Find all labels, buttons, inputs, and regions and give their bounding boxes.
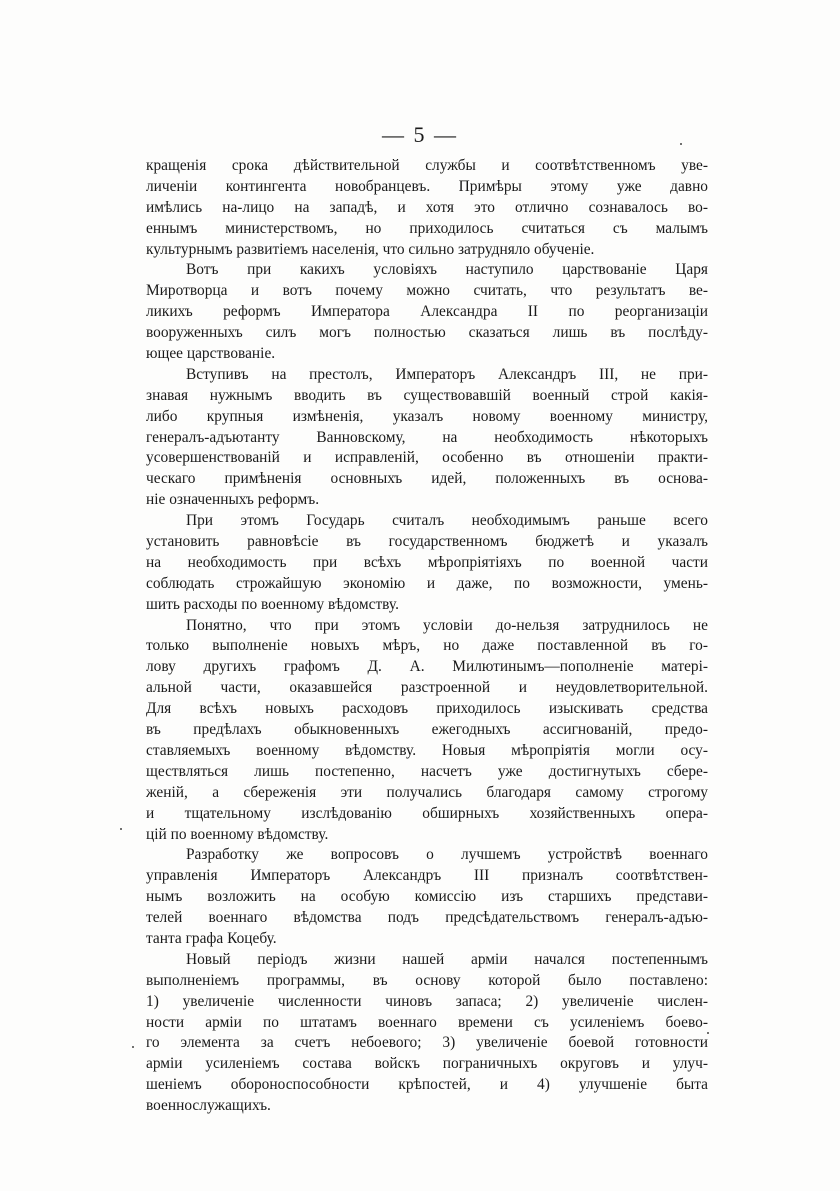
text-line: только выполненіе новыхъ мѣръ, но даже поставленной въ го- xyxy=(146,637,708,655)
text-line: Разработку же вопросовъ о лучшемъ устройствѣ военнаго xyxy=(186,846,708,864)
text-line: альной части, оказавшейся разстроенной и неудовлетворительной. xyxy=(146,679,708,697)
text-line: ческаго примѣненія основныхъ идей, положенныхъ въ основа- xyxy=(146,470,708,488)
paragraph xyxy=(146,156,708,260)
text-line: и тщательному изслѣдованію обширныхъ хозяйственныхъ опера- xyxy=(146,804,708,822)
text-line: ности арміи по штатамъ военнаго времени съ усиленіемъ боево- xyxy=(146,1013,708,1031)
scan-speck xyxy=(120,828,122,830)
page-number: — 5 — xyxy=(382,122,458,147)
text-line: цій по военному вѣдомству. xyxy=(146,825,329,843)
text-line: вооруженныхъ силъ могъ полностью сказаться лишь въ послѣду- xyxy=(146,324,708,342)
text-line: личеніи контингента новобранцевъ. Примѣры этому уже давно xyxy=(146,177,708,195)
text-line: ющее царствованіе. xyxy=(146,345,276,363)
text-line: еннымъ министерствомъ, но приходилось считаться съ малымъ xyxy=(146,219,708,237)
text-line: культурнымъ развитіемъ населенія, что сильно затрудняло обученіе. xyxy=(146,240,595,258)
text-line: 1) увеличеніе численности чиновъ запаса; 2) увеличеніе числен- xyxy=(146,992,708,1010)
scan-speck xyxy=(680,143,682,145)
text-line: управленія Императоръ Александръ III призналъ соотвѣтствен- xyxy=(146,867,708,885)
text-line: танта графа Коцебу. xyxy=(146,929,277,947)
scan-speck xyxy=(132,1046,134,1048)
text-line: нымъ возложить на особую комиссію изъ старшихъ представи- xyxy=(146,888,708,906)
text-line: шеніемъ обороноспособности крѣпостей, и 4) улучшеніе быта xyxy=(146,1076,708,1094)
text-line: выполненіемъ программы, въ основу которой было поставлено: xyxy=(146,971,708,989)
text-line: Миротворца и вотъ почему можно считать, что результатъ ве- xyxy=(146,282,708,300)
paragraph xyxy=(146,365,708,511)
text-line: ніе означенныхъ реформъ. xyxy=(146,491,320,509)
text-line: Понятно, что при этомъ условіи до-нельзя затруднилось не xyxy=(186,616,708,634)
text-line: кращенія срока дѣйствительной службы и соотвѣтственномъ уве- xyxy=(146,157,708,174)
text-line: имѣлись на-лицо на западѣ, и хотя это отлично сознавалось во- xyxy=(146,198,708,216)
text-line: ставляемыхъ военному вѣдомству. Новыя мѣропріятія могли осу- xyxy=(146,741,708,759)
text-line: въ предѣлахъ обыкновенныхъ ежегодныхъ ассигнованій, предо- xyxy=(146,721,708,739)
text-line: Для всѣхъ новыхъ расходовъ приходилось изыскивать средства xyxy=(146,700,708,718)
text-line: на необходимость при всѣхъ мѣропріятіяхъ по военной части xyxy=(146,553,708,571)
text-line: усовершенствованій и исправленій, особенно въ отношеніи практи- xyxy=(146,449,708,467)
paragraph xyxy=(146,260,708,364)
paragraph xyxy=(146,950,708,1117)
text-line: Вступивъ на престолъ, Императоръ Александръ III, не при- xyxy=(186,365,708,383)
text-line: шить расходы по военному вѣдомству. xyxy=(146,595,399,613)
text-line: военнослужащихъ. xyxy=(146,1097,271,1115)
text-line: ществляться лишь постепенно, насчетъ уже достигнутыхъ сбере- xyxy=(146,762,708,780)
text-line: телей военнаго вѣдомства подъ предсѣдательствомъ генералъ-адъю- xyxy=(146,909,708,927)
text-line: го элемента за счетъ небоевого; 3) увеличеніе боевой готовности xyxy=(146,1034,708,1052)
text-line: ликихъ реформъ Императора Александра II по реорганизаціи xyxy=(146,303,708,321)
text-line: При этомъ Государь считалъ необходимымъ раньше всего xyxy=(186,512,708,530)
text-line: либо крупныя измѣненія, указалъ новому военному министру, xyxy=(146,407,708,425)
text-line: генералъ-адъютанту Ванновскому, на необходимость нѣкоторыхъ xyxy=(146,428,708,446)
text-line: арміи усиленіемъ состава войскъ пограничныхъ округовъ и улуч- xyxy=(146,1055,708,1073)
text-line: лову другихъ графомъ Д. А. Милютинымъ—пополненіе матері- xyxy=(146,658,708,676)
scan-speck xyxy=(707,1032,709,1034)
paragraph xyxy=(146,845,708,949)
text-line: установить равновѣсіе въ государственномъ бюджетѣ и указалъ xyxy=(146,533,708,551)
body-text xyxy=(146,156,708,1117)
paragraph xyxy=(146,511,708,615)
text-line: Вотъ при какихъ условіяхъ наступило царствованіе Царя xyxy=(186,261,708,279)
text-line: знавая нужнымъ вводить въ существовавшій военный строй какія- xyxy=(146,386,708,404)
paragraph xyxy=(146,616,708,846)
text-line: соблюдать строжайшую экономію и даже, по возможности, умень- xyxy=(146,574,708,592)
text-line: женій, а сбереженія эти получались благодаря самому строгому xyxy=(146,783,708,801)
text-line: Новый періодъ жизни нашей арміи начался постепеннымъ xyxy=(186,950,708,968)
